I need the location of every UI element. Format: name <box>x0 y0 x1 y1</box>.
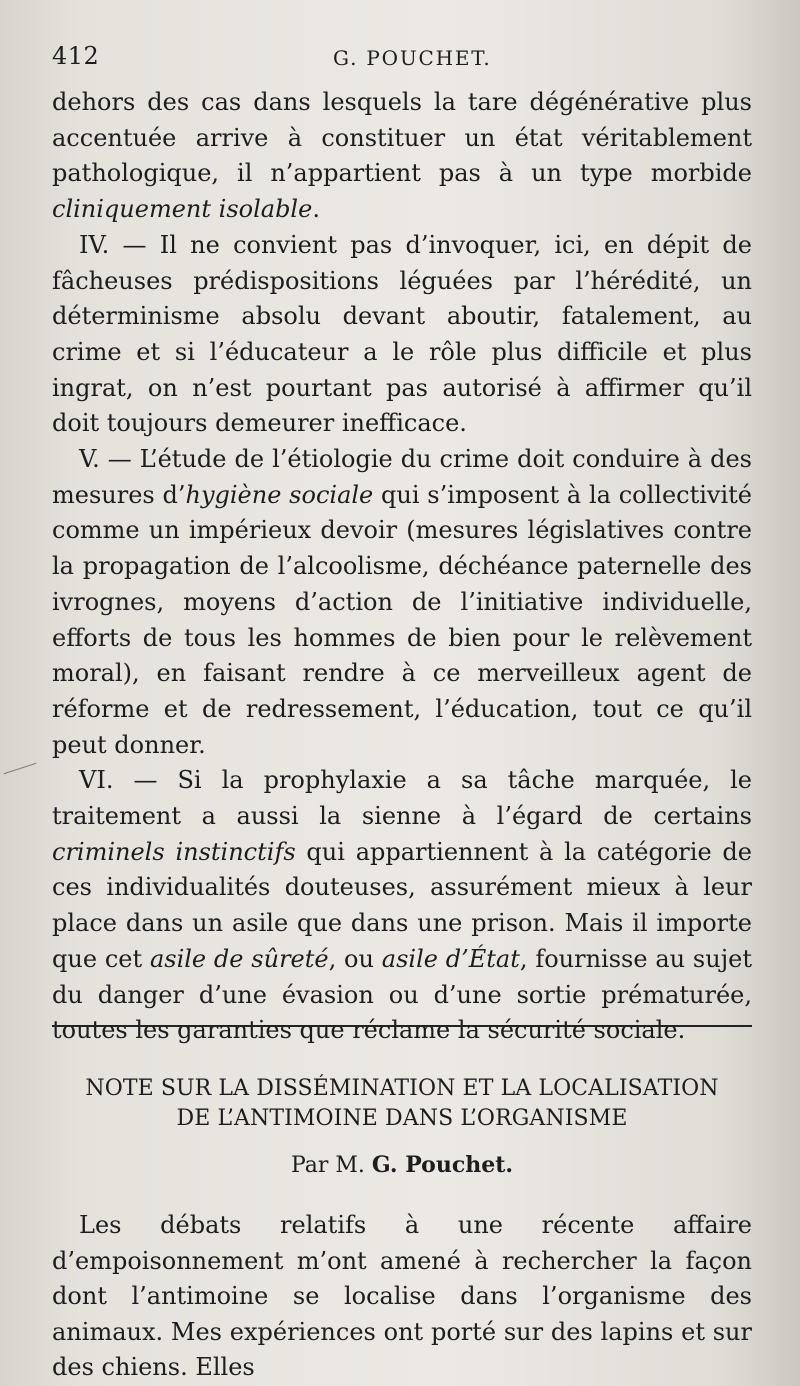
note-body <box>52 1208 752 1386</box>
paragraph-text: V. — L’étude de l’étiologie du crime doit conduire à des mesures d’ <box>52 445 752 509</box>
paragraph-text: VI. — Si la prophylaxie a sa tâche marquée, le traitement a aussi la sienne à l’égard de certains <box>52 766 752 831</box>
paragraph-iv <box>52 228 752 442</box>
main-text <box>52 85 752 1049</box>
note-paragraph <box>52 1208 752 1386</box>
italic-phrase: criminels instinctifs <box>52 837 296 866</box>
paragraph-text: dehors des cas dans lesquels la tare dégénérative plus accentuée arrive à constituer un état véritablement pathologique, il n’appartient pas à un type morbide <box>52 88 752 188</box>
paragraph-text: , ou <box>328 944 382 973</box>
byline-prefix: Par M. <box>290 1153 372 1178</box>
italic-phrase: asile d’État <box>381 944 520 973</box>
note-byline <box>52 1152 752 1178</box>
running-head: G. POUCHET. <box>333 46 492 70</box>
page-number: 412 <box>52 42 100 70</box>
paragraph-text: qui appartiennent à la catégorie de ces individualités douteuses, assurément mieux à leur place dans un asile que dans une prison. Mais il importe que cet <box>52 837 753 973</box>
paragraph-continuation <box>52 85 752 228</box>
byline-author: G. Pouchet. <box>371 1152 514 1178</box>
paragraph-text: qui s’imposent à la collectivité comme un impérieux devoir (mesures législatives contre la propagation de l’alcoolisme, déchéance paternelle des ivrognes, moyens d’action de l’initiative individuelle, efforts de tous les hommes de bien pour le relèvement moral), en faisant rendre à ce merveilleux agent de réforme et de redressement, l’éducation, tout ce qu’il peut donner. <box>52 480 752 759</box>
note-title-line-2: DE L’ANTIMOINE DANS L’ORGANISME <box>176 1106 628 1131</box>
paragraph-vi <box>52 763 752 1049</box>
page-header <box>52 34 752 74</box>
margin-pencil-mark <box>4 763 37 774</box>
paragraph-v <box>52 442 752 763</box>
paragraph-text: . <box>312 195 320 224</box>
paragraph-text: IV. — Il ne convient pas d’invoquer, ici, en dépit de fâcheuses prédispositions léguées par l’hérédité, un déterminisme absolu devant aboutir, fatalement, au crime et si l’éducateur a le rôle plus difficile et plus ingrat, on n’est pourtant pas autorisé à affirmer qu’il doit toujours demeurer inefficace. <box>52 230 752 438</box>
italic-phrase: cliniquement isolable <box>52 195 313 224</box>
paragraph-text: , fournisse au sujet du danger d’une évasion ou d’une sortie prématurée, toutes les garanties que réclame la sécurité sociale. <box>52 944 752 1045</box>
paragraph-text: Les débats relatifs à une récente affaire d’empoisonnement m’ont amené à rechercher la façon dont l’antimoine se localise dans l’organisme des animaux. Mes expériences ont porté sur des lapins et sur des chiens. Elles <box>52 1211 752 1381</box>
note-title-line-1: NOTE SUR LA DISSÉMINATION ET LA LOCALISATION <box>85 1076 719 1101</box>
note-title <box>52 1074 752 1134</box>
italic-phrase: asile de sûreté <box>149 944 329 973</box>
section-divider <box>52 1025 752 1027</box>
italic-phrase: hygiène sociale <box>185 480 374 509</box>
